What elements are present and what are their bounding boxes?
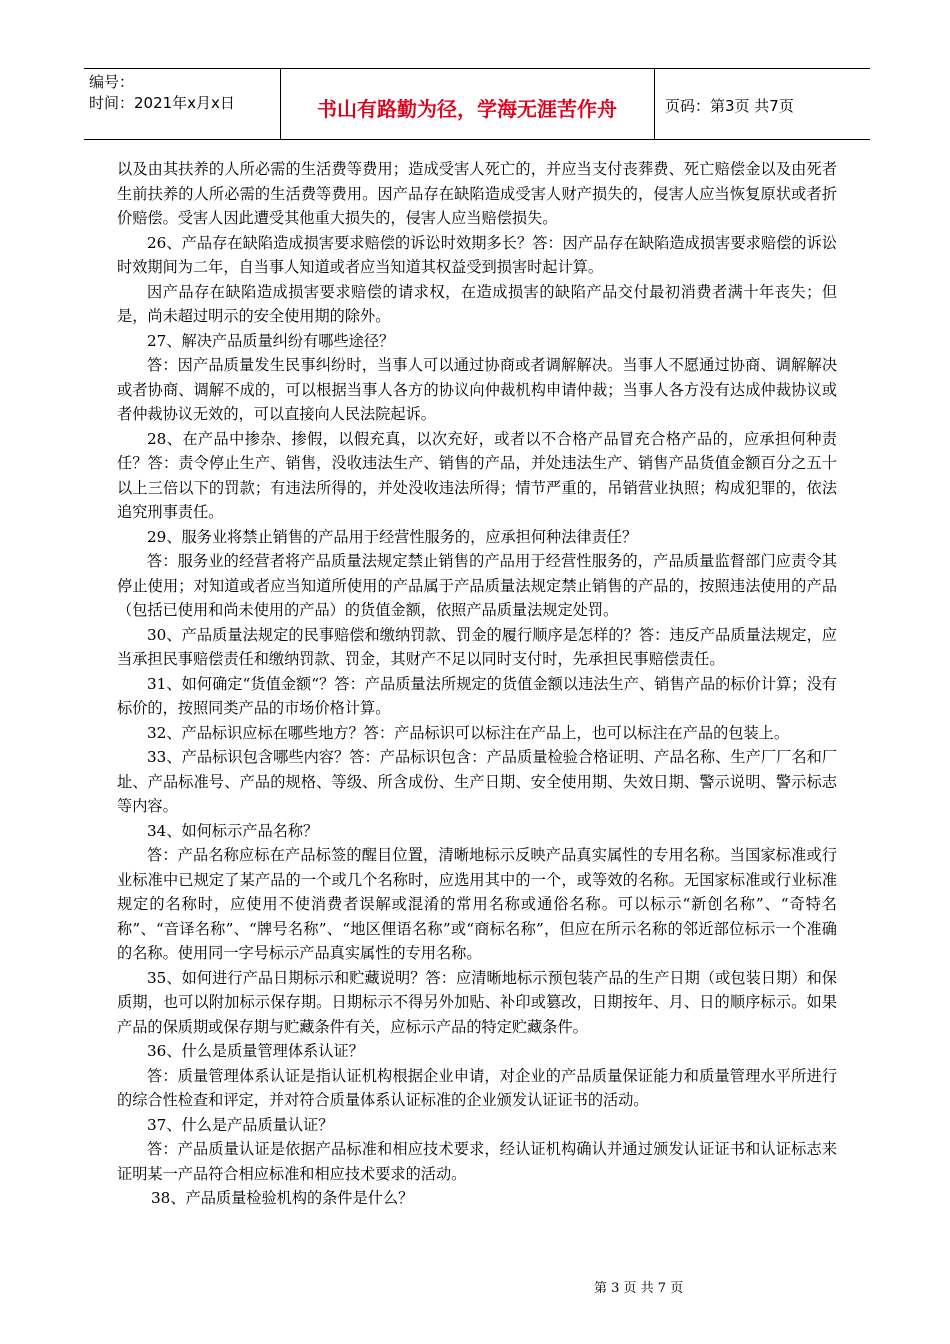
- header-bottom-rule: [84, 139, 870, 140]
- header-top-rule: [84, 68, 870, 69]
- paragraph: 答：质量管理体系认证是指认证机构根据企业申请，对企业的产品质量保证能力和质量管理水平所进行的综合性检查和评定，并对符合质量体系认证标准的企业颁发认证证书的活动。: [117, 1066, 837, 1109]
- paragraph: 34、如何标示产品名称？: [147, 821, 319, 840]
- header-motto: 书山有路勤为径，学海无涯苦作舟: [317, 97, 617, 121]
- paragraph: 27、解决产品质量纠纷有哪些途径？: [147, 331, 395, 350]
- paragraph: 26、产品存在缺陷造成损害要求赔偿的诉讼时效期多长？答：因产品存在缺陷造成损害要求赔偿的诉讼时效期间为二年，自当事人知道或者应当知道其权益受到损害时起计算。: [117, 233, 837, 276]
- header-page-number: 页码：第3页 共7页: [665, 97, 794, 115]
- document-body: [117, 157, 837, 1211]
- paragraph: 32、产品标识应标在哪些地方？答：产品标识可以标注在产品上，也可以标注在产品的包装上。: [147, 723, 790, 742]
- paragraph: 29、服务业将禁止销售的产品用于经营性服务的，应承担何种法律责任？: [147, 527, 638, 546]
- paragraph: 31、如何确定“货值金额“？答：产品质量法所规定的货值金额以违法生产、销售产品的标价计算；没有标价的，按照同类产品的市场价格计算。: [117, 674, 837, 717]
- paragraph: 38、产品质量检验机构的条件是什么？: [151, 1189, 414, 1207]
- header-meta: [89, 72, 235, 114]
- paragraph: 因产品存在缺陷造成损害要求赔偿的请求权，在造成损害的缺陷产品交付最初消费者满十年丧失；但是，尚未超过明示的安全使用期的除外。: [117, 282, 837, 325]
- paragraph: 37、什么是产品质量认证？: [147, 1115, 334, 1134]
- paragraph: 答：产品质量认证是依据产品标准和相应技术要求，经认证机构确认并通过颁发认证证书和认证标志来证明某一产品符合相应标准和相应技术要求的活动。: [117, 1140, 837, 1183]
- paragraph: 答：产品名称应标在产品标签的醒目位置，清晰地标示反映产品真实属性的专用名称。当国家标准或行业标准中已规定了某产品的一个或几个名称时，应选用其中的一个，或等效的名称。无国家标准或行业标准规定的名称时，应使用不使消费者误解或混淆的常用名称或通俗名称。可以标示“新创名称”、“奇特名称”、“音译名称”、“牌号名称”、“地区俚语名称”或“商标名称”，但应在所示名称的邻近部位标示一个准确的名称。使用同一字号标示产品真实属性的专用名称。: [117, 846, 837, 962]
- paragraph: 28、在产品中掺杂、掺假，以假充真，以次充好，或者以不合格产品冒充合格产品的，应承担何种责任？答：责令停止生产、销售，没收违法生产、销售的产品，并处违法生产、销售产品货值金额百分之五十以上三倍以下的罚款；有违法所得的，并处没收违法所得；情节严重的，吊销营业执照；构成犯罪的，依法追究刑事责任。: [117, 429, 837, 521]
- paragraph: 以及由其扶养的人所必需的生活费等费用；造成受害人死亡的，并应当支付丧葬费、死亡赔偿金以及由死者生前扶养的人所必需的生活费等费用。因产品存在缺陷造成受害人财产损失的，侵害人应当恢复原状或者折价赔偿。受害人因此遭受其他重大损失的，侵害人应当赔偿损失。: [117, 160, 837, 227]
- document-code: 编号：: [89, 73, 135, 91]
- paragraph: 33、产品标识包含哪些内容？答：产品标识包含：产品质量检验合格证明、产品名称、生产厂厂名和厂址、产品标准号、产品的规格、等级、所含成份、生产日期、安全使用期、失效日期、警示说明、警示标志等内容。: [117, 748, 837, 815]
- page-footer: 第 3 页 共 7 页: [594, 1281, 684, 1296]
- paragraph: 36、什么是质量管理体系认证？: [147, 1042, 364, 1060]
- document-date: 时间：2021年x月x日: [89, 94, 235, 112]
- paragraph: 30、产品质量法规定的民事赔偿和缴纳罚款、罚金的履行顺序是怎样的？答：违反产品质量法规定，应当承担民事赔偿责任和缴纳罚款、罚金，其财产不足以同时支付时，先承担民事赔偿责任。: [117, 625, 837, 668]
- paragraph: 答：因产品质量发生民事纠纷时，当事人可以通过协商或者调解解决。当事人不愿通过协商、调解解决或者协商、调解不成的，可以根据当事人各方的协议向仲裁机构申请仲裁；当事人各方没有达成仲裁协议或者仲裁协议无效的，可以直接向人民法院起诉。: [117, 356, 837, 423]
- header-divider-right: [654, 68, 655, 140]
- page-header: [84, 68, 870, 140]
- paragraph: 答：服务业的经营者将产品质量法规定禁止销售的产品用于经营性服务的，产品质量监督部门应责令其停止使用；对知道或者应当知道所使用的产品属于产品质量法规定禁止销售的产品的，按照违法使用的产品（包括已使用和尚未使用的产品）的货值金额，依照产品质量法规定处罚。: [117, 552, 837, 619]
- paragraph: 35、如何进行产品日期标示和贮藏说明？答：应清晰地标示预包装产品的生产日期（或包装日期）和保质期，也可以附加标示保存期。日期标示不得另外加贴、补印或篡改，日期按年、月、日的顺序标示。如果产品的保质期或保存期与贮藏条件有关，应标示产品的特定贮藏条件。: [117, 968, 837, 1036]
